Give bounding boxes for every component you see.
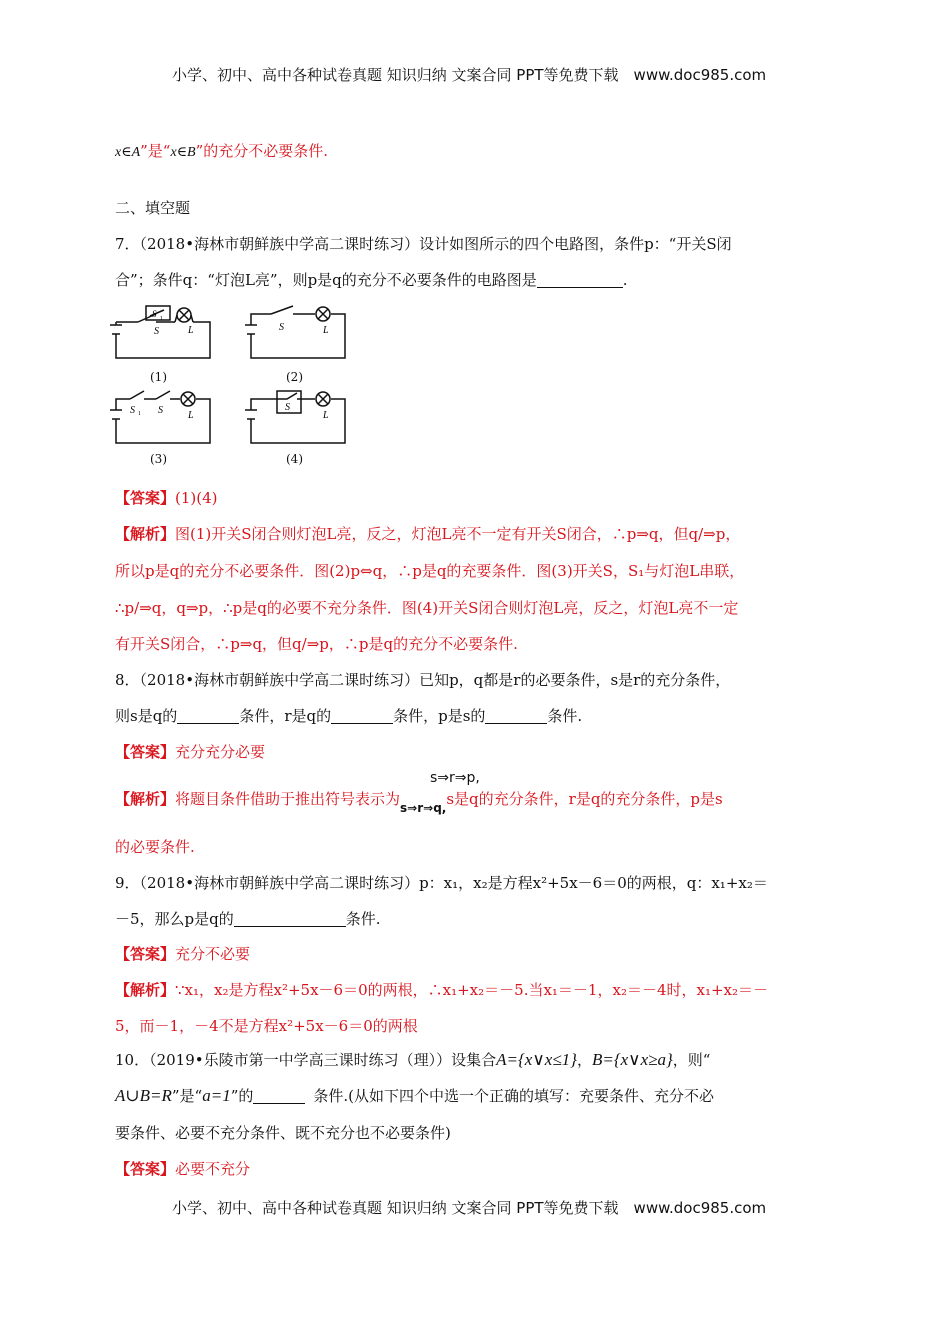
- q7-explanation-line3: ∴p/⇒q，q⇒p，∴p是q的必要不充分条件．图(4)开关S闭合则灯泡L亮，反之，灯泡L亮不一定: [115, 599, 739, 617]
- answer-tag: 【答案】: [115, 945, 176, 963]
- q8-answer: [115, 741, 265, 763]
- section-title: 二、填空题: [115, 199, 191, 217]
- answer-text: (1)(4): [175, 489, 218, 507]
- explanation-text: 图(1)开关S闭合则灯泡L亮，反之，灯泡L亮不一定有开关S闭合，∴p⇒q，但q/⇒p，: [175, 525, 741, 543]
- q7-line2-text: 合”；条件q：“灯泡L亮”，则p是q的充分不必要条件的电路图是: [115, 271, 537, 289]
- answer-tag: 【答案】: [115, 1160, 176, 1178]
- svg-text:S: S: [279, 322, 284, 333]
- q7-line2: [115, 269, 628, 291]
- q8-blank-2: [331, 708, 393, 724]
- svg-text:L: L: [323, 325, 329, 336]
- answer-tag: 【答案】: [115, 743, 176, 761]
- q10-line3: 要条件、必要不充分条件、既不充分也不必要条件): [115, 1124, 451, 1142]
- q7-explanation-line4: 有开关S闭合，∴p⇒q，但q/⇒p，∴p是q的充分不必要条件.: [115, 635, 518, 653]
- q9-explanation-line1: [115, 979, 768, 1001]
- svg-text:S: S: [130, 405, 135, 416]
- explanation-text-a: 将题目条件借助于推出符号表示为: [175, 790, 401, 808]
- q7-line2-end: .: [622, 271, 628, 289]
- q8-blank-1: [177, 708, 239, 724]
- q8-text-d: 条件.: [547, 707, 583, 725]
- set-b: B={x∨x≥a}: [591, 1050, 673, 1069]
- svg-text:1: 1: [160, 316, 163, 322]
- union-expr: A∪B=R: [115, 1086, 172, 1105]
- q8-text-a: 则s是q的: [115, 707, 178, 725]
- q9-blank: [234, 911, 346, 927]
- svg-text:S: S: [285, 402, 290, 413]
- q9-line2: [115, 908, 381, 930]
- svg-text:S: S: [152, 309, 157, 319]
- svg-text:1: 1: [138, 411, 141, 417]
- explanation-tag: 【解析】: [115, 525, 176, 543]
- q8-explanation-line1: [115, 788, 723, 814]
- q8-blank-3: [485, 708, 547, 724]
- q8-explanation-line2: 的必要条件.: [115, 838, 195, 856]
- q8-stack-top: s⇒r⇒p,: [430, 770, 480, 786]
- svg-text:L: L: [188, 410, 194, 421]
- page-footer: 小学、初中、高中各种试卷真题 知识归纳 文案合同 PPT等免费下载 www.doc985.com: [172, 1199, 767, 1217]
- q9-text-b: 条件.: [345, 910, 381, 928]
- answer-text: 必要不充分: [175, 1160, 251, 1178]
- answer-text: 充分充分必要: [175, 743, 266, 761]
- fig-label-3: (3): [150, 452, 167, 466]
- continuation-line: [115, 140, 328, 164]
- q7-explanation-line1: [115, 523, 740, 545]
- q10-text-e: 条件.(从如下四个中选一个正确的填写：充要条件、充分不必: [313, 1087, 714, 1105]
- set-a: A={x∨x≤1}: [496, 1050, 577, 1069]
- q10-text-d: ”的: [230, 1087, 254, 1105]
- q7-line1: 7．（2018•海林市朝鲜族中学高二课时练习）设计如图所示的四个电路图，条件p：“开关S闭: [115, 235, 732, 253]
- q8-line1: 8．（2018•海林市朝鲜族中学高二课时练习）已知p，q都是r的必要条件，s是r的充分条件，: [115, 671, 731, 689]
- q10-answer: [115, 1158, 250, 1180]
- q8-line2: [115, 705, 582, 727]
- fig-label-4: (4): [286, 452, 303, 466]
- implication-chain: s⇒r⇒q,: [400, 801, 447, 815]
- a-equals-1: a=1: [202, 1086, 231, 1105]
- fig-label-1: (1): [150, 370, 167, 384]
- explanation-text: ∵x₁，x₂是方程x²+5x－6＝0的两根，∴x₁+x₂＝－5.当x₁＝－1，x₂＝－4时，x₁+x₂＝－: [175, 981, 769, 999]
- explanation-text-b: s是q的充分条件，r是q的充分条件，p是s: [446, 790, 723, 808]
- q10-text-c: ”是“: [171, 1087, 203, 1105]
- q10-text-a: 10．（2019•乐陵市第一中学高三课时练习（理））设集合: [115, 1051, 497, 1069]
- svg-text:S: S: [154, 326, 159, 337]
- page-header: 小学、初中、高中各种试卷真题 知识归纳 文案合同 PPT等免费下载 www.doc985.com: [172, 66, 767, 84]
- q10-blank: [253, 1088, 305, 1104]
- q10-text-b: ，则“: [672, 1051, 711, 1069]
- q7-explanation-line2: 所以p是q的充分不必要条件．图(2)p⇔q，∴p是q的充要条件．图(3)开关S，S₁与灯泡L串联，: [115, 562, 745, 580]
- svg-text:S: S: [158, 405, 163, 416]
- answer-tag: 【答案】: [115, 489, 176, 507]
- math-x-in-b: x∈B: [170, 145, 196, 160]
- explanation-tag: 【解析】: [115, 790, 176, 808]
- q10-comma: ，: [576, 1051, 592, 1069]
- fig-label-2: (2): [286, 370, 303, 384]
- q10-line2: [115, 1085, 714, 1107]
- quote-text: ”是“: [140, 142, 171, 160]
- conclusion-text: ”的充分不必要条件.: [195, 142, 329, 160]
- svg-text:L: L: [188, 325, 194, 336]
- q9-line1: 9．（2018•海林市朝鲜族中学高二课时练习）p：x₁，x₂是方程x²+5x－6＝0的两根，q：x₁+x₂＝: [115, 874, 768, 892]
- svg-text:L: L: [323, 410, 329, 421]
- math-x-in-a: x∈A: [115, 145, 141, 160]
- answer-text: 充分不必要: [175, 945, 251, 963]
- explanation-tag: 【解析】: [115, 981, 176, 999]
- q9-answer: [115, 943, 250, 965]
- q8-text-c: 条件，p是s的: [393, 707, 486, 725]
- q9-explanation-line2: 5，而－1，－4不是方程x²+5x－6＝0的两根: [115, 1017, 418, 1035]
- q9-text-a: －5，那么p是q的: [115, 910, 234, 928]
- q7-blank: [537, 272, 623, 288]
- q8-text-b: 条件，r是q的: [239, 707, 332, 725]
- q7-answer: [115, 487, 218, 509]
- q10-line1: [115, 1049, 710, 1071]
